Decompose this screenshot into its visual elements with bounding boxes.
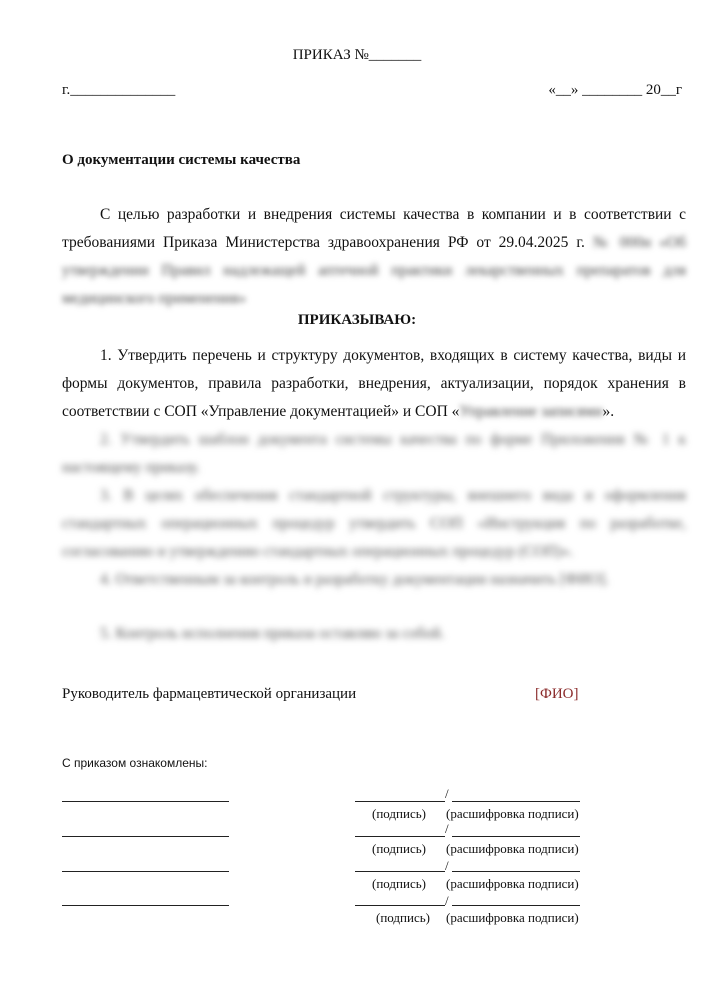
decode-line-2 (452, 836, 580, 837)
signer-position: Руководитель фармацевтической организации (62, 686, 357, 702)
name-line-3 (62, 871, 229, 872)
intro-visible-text: С целью разработки и внедрения системы качества в компании и в соответствии с требованиями Приказа Министерства здравоохранения РФ от 29.04.2025 г. (62, 206, 686, 251)
sign-caption-2: (подпись) (372, 841, 426, 856)
name-line-1 (62, 801, 229, 802)
slash-3: / (445, 858, 449, 873)
decode-caption-1: (расшифровка подписи) (446, 806, 579, 821)
sign-caption-4: (подпись) (376, 910, 430, 925)
city-field: г.______________ (62, 82, 176, 98)
order-item-5: 5. Контроль исполнения приказа оставляю за собой. (100, 625, 445, 642)
sign-caption-1: (подпись) (372, 806, 426, 821)
date-field: «__» ________ 20__г (548, 82, 682, 98)
decode-line-1 (452, 801, 580, 802)
order-item-1 (62, 342, 686, 426)
item1-text: 1. Утвердить перечень и структуру документов, входящих в систему качества, виды и формы документов, правила разработки, внедрения, актуализации, порядок хранения в соответствии с СОП «Управление документацией» и СОП « (62, 347, 686, 420)
order-title: ПРИКАЗ №_______ (292, 47, 422, 63)
order-item-2: 2. Утвердить шаблон документа системы качества по форме Приложения № 1 к настоящему приказу. (62, 431, 686, 476)
decode-caption-2: (расшифровка подписи) (446, 841, 579, 856)
slash-1: / (445, 786, 449, 801)
sign-line-4 (355, 905, 445, 906)
sign-line-3 (355, 871, 445, 872)
order-item-3: 3. В целях обеспечения стандартной структуры, внешнего вида и оформления стандартных операционных процедур утвердить СОП «Инструкция по разработке, согласованию и утверждению стандартных операционных процедур (СОП)». (62, 487, 686, 560)
sign-line-2 (355, 836, 445, 837)
item1-end: ». (602, 403, 615, 420)
acknowledgement-label: С приказом ознакомлены: (62, 756, 208, 770)
decode-caption-4: (расшифровка подписи) (446, 910, 579, 925)
decode-line-4 (452, 905, 580, 906)
intro-blurred-text: № 000н «Об утверждении Правил надлежащей аптечной практики лекарственных препаратов для медицинского применения» (62, 234, 686, 307)
order-subject: О документации системы качества (62, 152, 301, 168)
slash-2: / (445, 821, 449, 836)
slash-4: / (445, 893, 449, 908)
decode-line-3 (452, 871, 580, 872)
order-heading: ПРИКАЗЫВАЮ: (297, 312, 417, 328)
order-item-4: 4. Ответственным за контроль и разработку документации назначить [ФИО]. (100, 571, 609, 588)
name-line-2 (62, 836, 229, 837)
item1-blurred-text: Управление записями (459, 403, 603, 420)
signer-fio: [ФИО] (535, 686, 579, 702)
decode-caption-3: (расшифровка подписи) (446, 876, 579, 891)
sign-line-1 (355, 801, 445, 802)
sign-caption-3: (подпись) (372, 876, 426, 891)
intro-paragraph (62, 201, 686, 313)
name-line-4 (62, 905, 229, 906)
